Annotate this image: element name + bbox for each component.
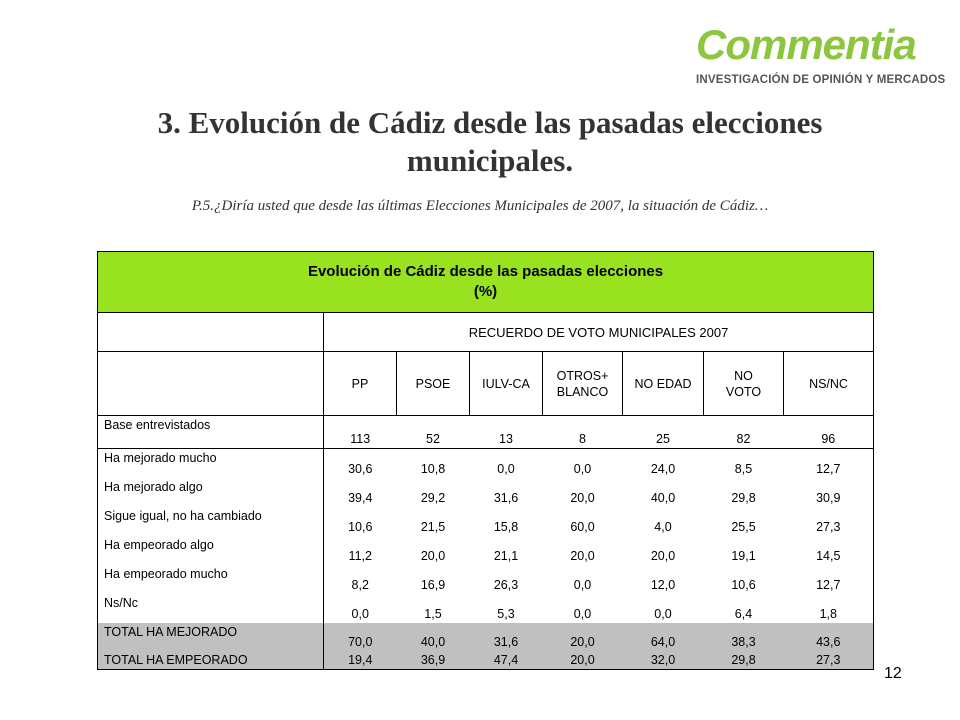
table-cell: 10,6: [731, 578, 756, 592]
table-header-line2: (%): [473, 283, 498, 300]
table-cell: 1,5: [424, 607, 442, 621]
totals-label: TOTAL HA EMPEORADO: [98, 651, 324, 670]
page-title: 3. Evolución de Cádiz desde las pasadas elecciones municipales.: [157, 105, 823, 178]
column-header: IULV-CA: [470, 352, 543, 416]
column-header: PP: [324, 352, 397, 416]
table-cell: 1,8: [784, 594, 874, 623]
table-cell: 0,0: [573, 462, 592, 476]
column-header: NO VOTO: [704, 352, 784, 416]
vote-recall-subheader: RECUERDO DE VOTO MUNICIPALES 2007: [324, 313, 874, 352]
table-cell: 12,0: [650, 578, 676, 592]
table-cell: 10,6: [348, 520, 373, 534]
column-header: PSOE: [397, 352, 470, 416]
table-cell: 30,6: [348, 462, 373, 476]
table-cell: 20,0: [420, 549, 446, 563]
table-cell: 29,2: [420, 491, 446, 505]
table-row: [98, 449, 874, 479]
totals-cell: 38,3: [704, 623, 784, 651]
table-cell: 12,7: [784, 565, 874, 594]
totals-cell: 19,4: [324, 651, 397, 670]
table-cell: 11,2: [348, 549, 372, 563]
table-cell: 13: [470, 416, 543, 449]
table-cell: 21,5: [420, 520, 446, 534]
table-header-line1: Evolución de Cádiz desde las pasadas elecciones: [307, 263, 664, 280]
column-header: OTROS+ BLANCO: [543, 352, 623, 416]
table-cell: 0,0: [654, 607, 672, 621]
totals-row: [98, 623, 874, 651]
row-label: Sigue igual, no ha cambiado: [98, 507, 324, 536]
table-cell: 8,2: [351, 578, 369, 592]
totals-cell: 40,0: [397, 623, 470, 651]
totals-cell: 36,9: [397, 651, 470, 670]
table-cell: 10,8: [420, 462, 446, 476]
table-cell: 52: [397, 416, 470, 449]
totals-cell: 29,8: [704, 651, 784, 670]
table-cell: 0,0: [351, 607, 369, 621]
table-cell: 15,8: [493, 520, 519, 534]
page-number: 12: [884, 665, 902, 682]
totals-cell: 47,4: [470, 651, 543, 670]
results-table: [97, 251, 874, 670]
totals-label: TOTAL HA MEJORADO: [98, 623, 324, 651]
table-cell: 0,0: [497, 462, 515, 476]
totals-cell: 31,6: [470, 623, 543, 651]
table-cell: 25: [623, 416, 704, 449]
table-cell: 20,0: [650, 549, 676, 563]
table-cell: 24,0: [650, 462, 676, 476]
table-cell: 26,3: [493, 578, 519, 592]
table-cell: 20,0: [570, 549, 595, 563]
table-cell: 113: [324, 416, 397, 449]
table-cell: 27,3: [784, 507, 874, 536]
row-label: Base entrevistados: [98, 416, 324, 449]
table-cell: 31,6: [493, 491, 519, 505]
table-cell: 19,1: [731, 549, 756, 563]
table-row: [98, 478, 874, 507]
table-cell: 96: [784, 416, 874, 449]
table-cell: 25,5: [731, 520, 756, 534]
column-header: NO EDAD: [623, 352, 704, 416]
row-label: Ha mejorado algo: [98, 478, 324, 507]
table-row: [98, 536, 874, 565]
table-cell: 8: [543, 416, 623, 449]
totals-cell: 70,0: [324, 623, 397, 651]
table-cell: 60,0: [570, 520, 595, 534]
table-cell: 39,4: [348, 491, 373, 505]
table-header: [98, 252, 874, 313]
row-label: Ha mejorado mucho: [98, 449, 324, 479]
table-cell: 0,0: [573, 607, 592, 621]
table-cell: 4,0: [654, 520, 672, 534]
row-label: Ha empeorado algo: [98, 536, 324, 565]
totals-cell: 64,0: [623, 623, 704, 651]
totals-cell: 32,0: [623, 651, 704, 670]
logo-wordmark: Commentia: [696, 21, 916, 68]
row-label: Ns/Nc: [98, 594, 324, 623]
table-cell: 82: [704, 416, 784, 449]
table-cell: 0,0: [573, 578, 592, 592]
table-cell: 21,1: [493, 549, 519, 563]
table-cell: 6,4: [734, 607, 753, 621]
totals-cell: 27,3: [784, 651, 874, 670]
table-row: [98, 594, 874, 623]
row-label: Ha empeorado mucho: [98, 565, 324, 594]
table-cell: 30,9: [784, 478, 874, 507]
corner-cell: [98, 352, 324, 416]
table-cell: 8,5: [734, 462, 753, 476]
table-row: [98, 416, 874, 449]
table-cell: 12,7: [784, 449, 874, 479]
table-row: [98, 565, 874, 594]
table-cell: 40,0: [650, 491, 676, 505]
table-cell: 14,5: [784, 536, 874, 565]
survey-question: P.5.¿Diría usted que desde las últimas Elecciones Municipales de 2007, la situación de Cádiz…: [191, 198, 769, 214]
table-row: [98, 507, 874, 536]
totals-cell: 20,0: [543, 623, 623, 651]
table-cell: 16,9: [420, 578, 446, 592]
totals-row: [98, 651, 874, 670]
table-cell: 20,0: [570, 491, 595, 505]
logo-tagline: INVESTIGACIÓN DE OPINIÓN Y MERCADOS: [696, 74, 946, 86]
table-cell: 29,8: [731, 491, 756, 505]
totals-cell: 20,0: [543, 651, 623, 670]
corner-cell: [98, 313, 324, 352]
commentia-logo: [696, 21, 946, 92]
totals-cell: 43,6: [784, 623, 874, 651]
column-header: NS/NC: [784, 352, 874, 416]
table-cell: 5,3: [497, 607, 515, 621]
